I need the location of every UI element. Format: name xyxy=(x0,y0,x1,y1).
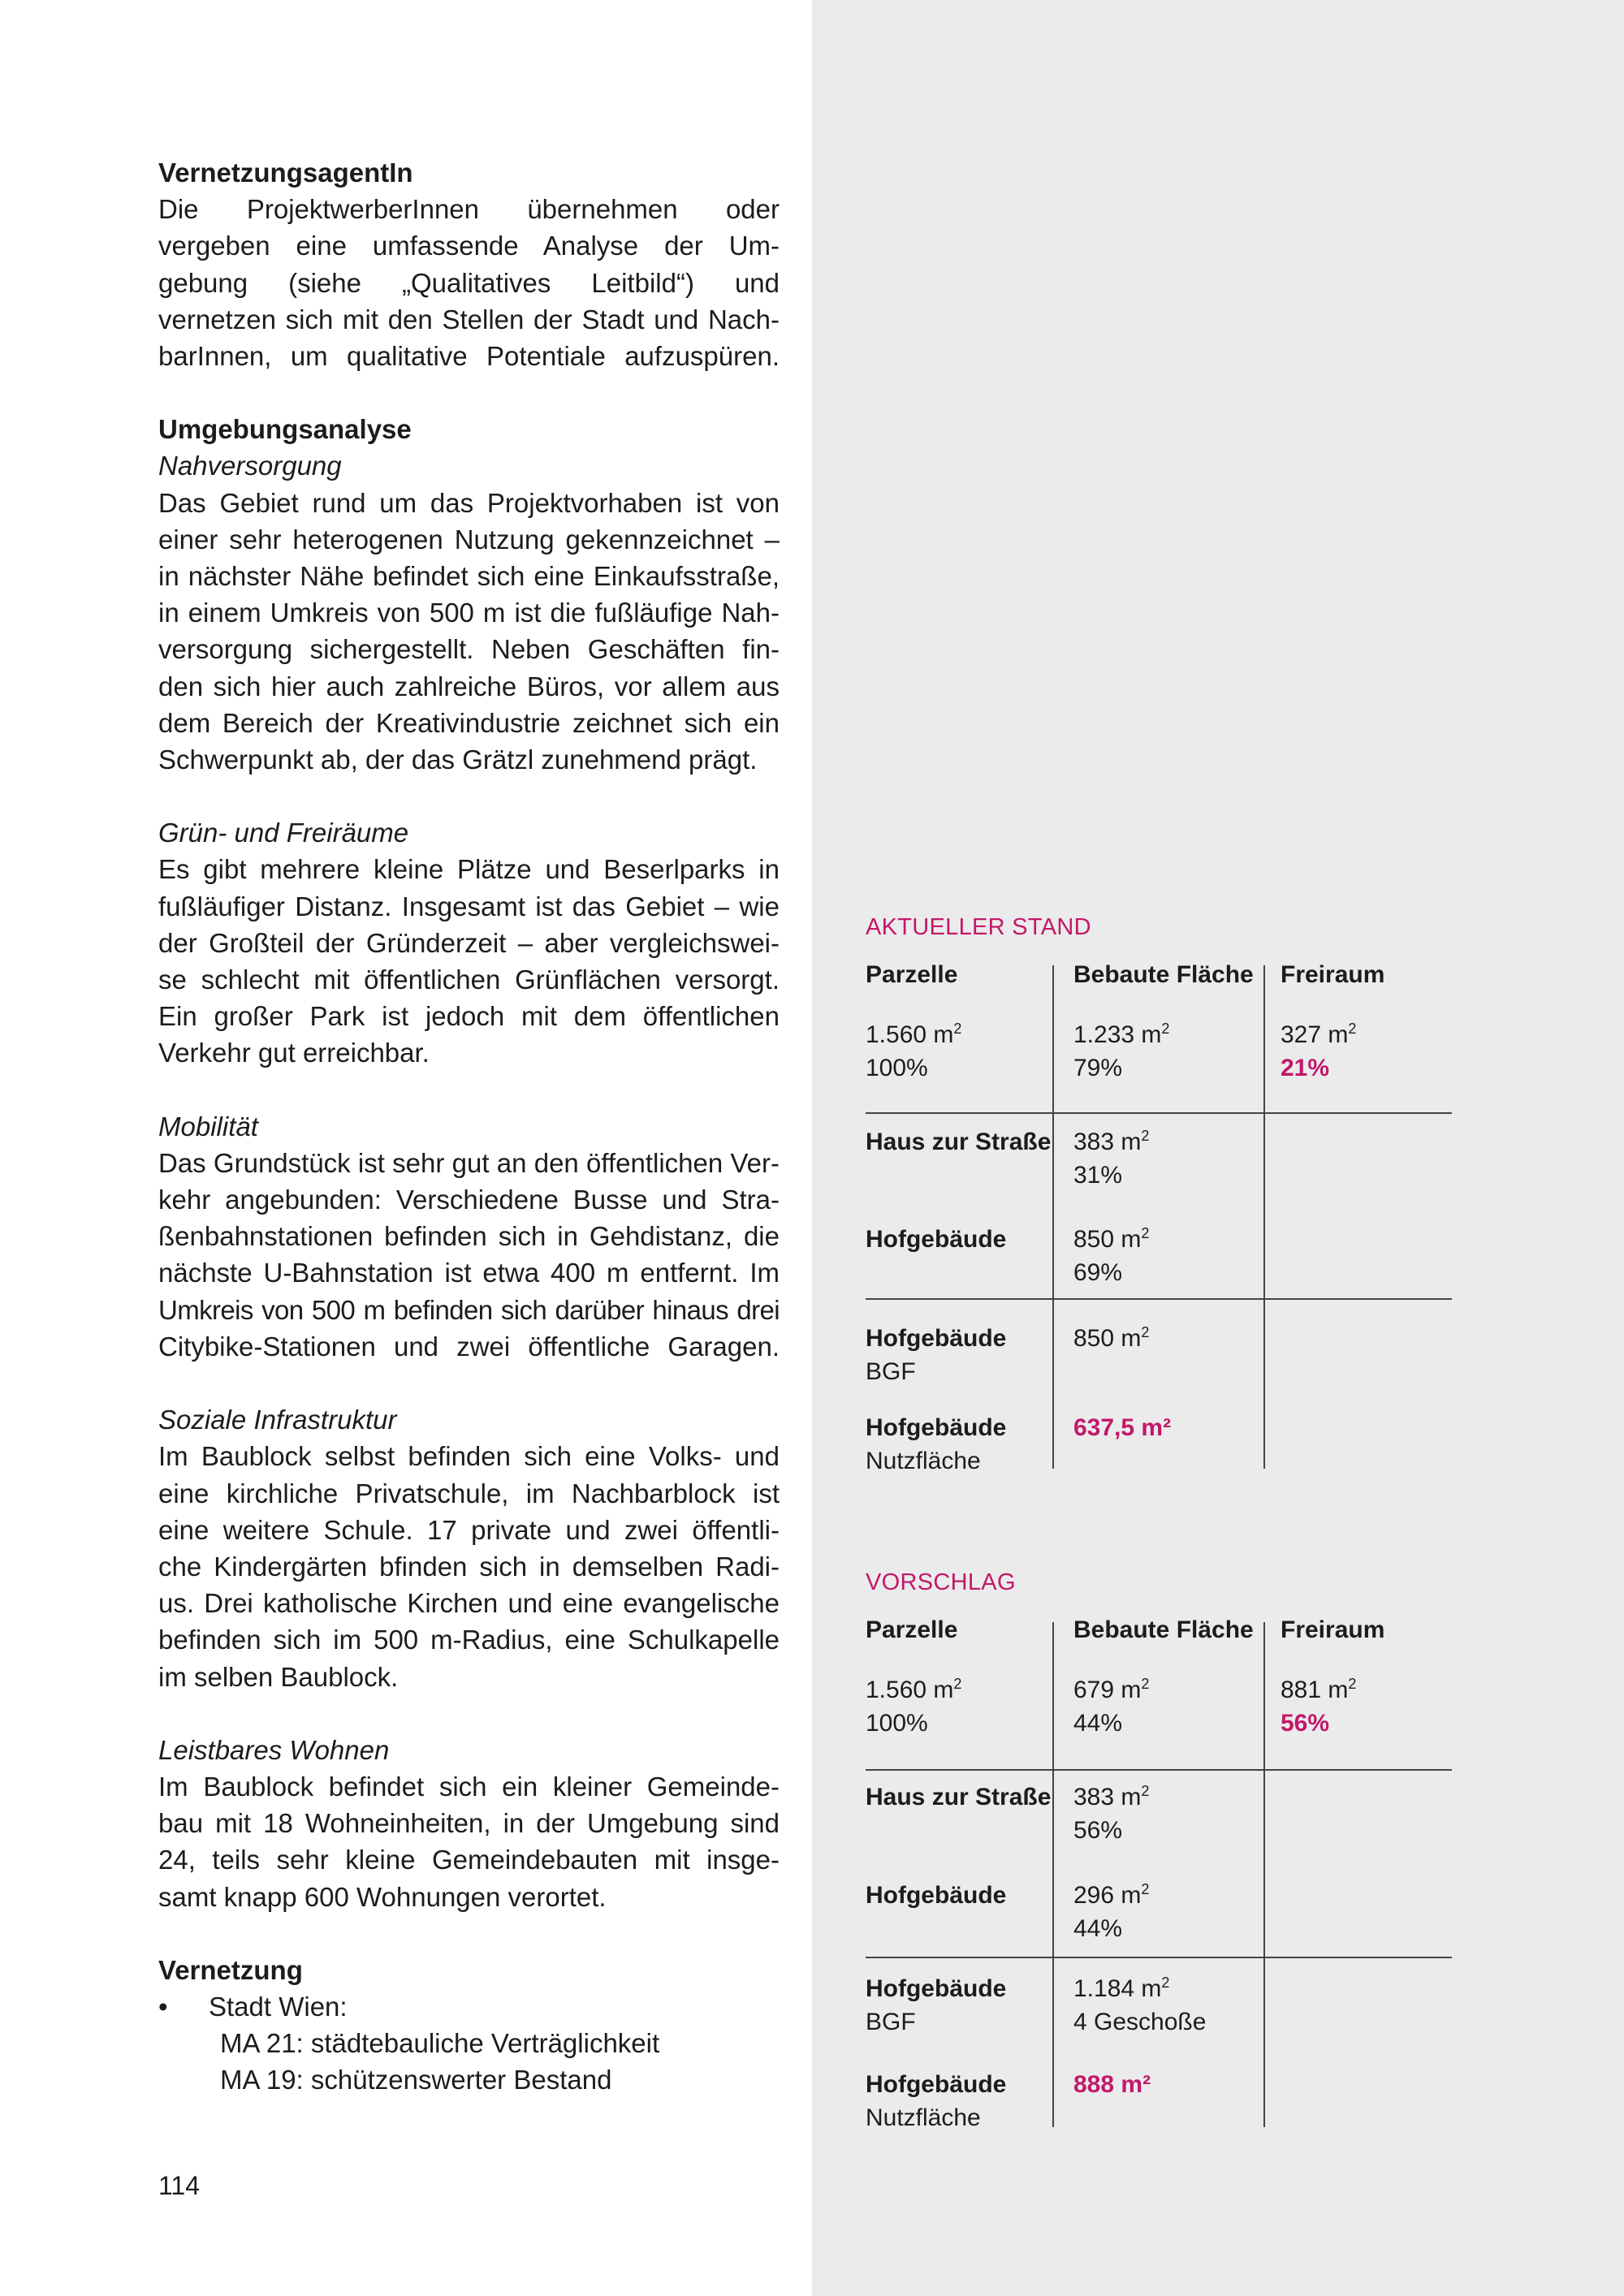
cell-haus-area: 383 $m^2$ xyxy=(1073,1783,1150,1810)
text-line: Im Baublock selbst befinden sich eine Volks- und xyxy=(158,1441,780,1472)
text-line: che Kindergärten bfinden sich in demselben Radi- xyxy=(158,1551,780,1582)
subheading-nahversorgung: Nahversorgung xyxy=(158,451,342,481)
text-line: us. Drei katholische Kirchen und eine evangelische xyxy=(158,1588,780,1619)
cell-bgf-extra: 4 Geschoße xyxy=(1073,2009,1207,2035)
text-line: barInnen, um qualitative Potentiale aufzuspüren. xyxy=(158,341,780,372)
text-line: dem Bereich der Kreativindustrie zeichnet sich ein xyxy=(158,707,780,738)
text-line: vergeben eine umfassende Analyse der Um- xyxy=(158,231,780,261)
bullet-icon: • xyxy=(158,1991,168,2022)
text-line: Im Baublock befindet sich ein kleiner Gemeinde- xyxy=(158,1771,780,1802)
cell-freiraum-area: 881 $m^2$ xyxy=(1281,1676,1357,1703)
text-line: den sich hier auch zahlreiche Büros, vor allem aus xyxy=(158,671,780,701)
subheading-gruen-freiraeume: Grün- und Freiräume xyxy=(158,818,409,848)
row-label-hofgebaeude-nutzflaeche: Hofgebäude xyxy=(866,2071,1007,2098)
subheading-mobilitaet: Mobilität xyxy=(158,1111,258,1142)
table-title: VORSCHLAG xyxy=(866,1569,1016,1595)
bullet-item xyxy=(158,1988,780,2025)
cell-hof-area: 850 $m^2$ xyxy=(1073,1225,1150,1253)
subheading-soziale-infrastruktur: Soziale Infrastruktur xyxy=(158,1405,397,1435)
row-label-hofgebaeude: Hofgebäude xyxy=(866,1882,1007,1909)
page-number: 114 xyxy=(158,2171,201,2200)
cell-nutzflaeche-area: 888 m² xyxy=(1073,2071,1151,2098)
text-line: Citybike-Stationen und zwei öffentliche Garagen. xyxy=(158,1331,780,1362)
row-divider xyxy=(866,1769,1452,1771)
row-label-hofgebaeude-bgf: Hofgebäude xyxy=(866,1325,1007,1352)
main-text-column xyxy=(158,154,780,2099)
cell-freiraum-percent: 56% xyxy=(1281,1710,1330,1737)
cell-hof-percent: 69% xyxy=(1073,1259,1123,1286)
cell-parzelle-area: 1.560 $m^2$ xyxy=(866,1021,962,1048)
section-heading-vernetzungsagentin: VernetzungsagentIn xyxy=(158,158,413,188)
row-sublabel-bgf: BGF xyxy=(866,1358,916,1385)
cell-hof-percent: 44% xyxy=(1073,1915,1123,1942)
text-line: samt knapp 600 Wohnungen verortet. xyxy=(158,1881,607,1912)
text-line: gebung (siehe „Qualitatives Leitbild“) und xyxy=(158,267,780,298)
row-label-haus-zur-strasse: Haus zur Straße xyxy=(866,1784,1052,1810)
cell-bebaut-percent: 44% xyxy=(1073,1710,1123,1737)
column-divider xyxy=(1263,965,1265,1469)
table-aktueller-stand xyxy=(866,908,1452,1476)
text-line: in nächster Nähe befindet sich eine Einkaufsstraße, xyxy=(158,561,780,592)
text-line: eine kirchliche Privatschule, im Nachbarblock ist xyxy=(158,1478,780,1508)
cell-freiraum-percent: 21% xyxy=(1281,1055,1330,1081)
text-line: versorgung sichergestellt. Neben Geschäften fin- xyxy=(158,634,780,665)
text-line: 24, teils sehr kleine Gemeindebauten mit insge- xyxy=(158,1845,780,1875)
text-line: der Großteil der Gründerzeit – aber vergleichswei- xyxy=(158,927,780,958)
text-line: im selben Baublock. xyxy=(158,1661,399,1692)
column-header-parzelle: Parzelle xyxy=(866,1616,958,1643)
text-line: kehr angebunden: Verschiedene Busse und Stra- xyxy=(158,1185,780,1215)
text-line: Umkreis von 500 m befinden sich darüber hinaus drei xyxy=(158,1294,780,1325)
text-line: Schwerpunkt ab, der das Grätzl zunehmend prägt. xyxy=(158,744,758,775)
text-line: Verkehr gut erreichbar. xyxy=(158,1038,430,1068)
column-divider xyxy=(1052,1622,1054,2127)
row-label-haus-zur-strasse: Haus zur Straße xyxy=(866,1129,1052,1155)
sub-item: MA 19: schützenswerter Bestand xyxy=(220,2065,612,2095)
cell-haus-percent: 56% xyxy=(1073,1817,1123,1844)
table-vorschlag xyxy=(866,1563,1452,2147)
cell-bebaut-area: 679 $m^2$ xyxy=(1073,1676,1150,1703)
cell-hof-area: 296 $m^2$ xyxy=(1073,1881,1150,1909)
text-line: Es gibt mehrere kleine Plätze und Beserlparks in xyxy=(158,854,780,885)
text-line: fußläufiger Distanz. Insgesamt ist das Gebiet – wie xyxy=(158,891,780,921)
text-line: in einem Umkreis von 500 m ist die fußläufige Nah- xyxy=(158,598,780,628)
cell-parzelle-percent: 100% xyxy=(866,1710,928,1737)
row-sublabel-nutzflaeche: Nutzfläche xyxy=(866,2104,981,2131)
row-label-hofgebaeude-bgf: Hofgebäude xyxy=(866,1975,1007,2002)
column-header-parzelle: Parzelle xyxy=(866,961,958,988)
cell-bebaut-area: 1.233 $m^2$ xyxy=(1073,1021,1170,1048)
subheading-leistbares-wohnen: Leistbares Wohnen xyxy=(158,1734,390,1765)
cell-bebaut-percent: 79% xyxy=(1073,1055,1123,1081)
section-heading-umgebungsanalyse: Umgebungsanalyse xyxy=(158,414,412,445)
column-divider xyxy=(1052,965,1054,1469)
row-divider xyxy=(866,1957,1452,1958)
text-line: vernetzen sich mit den Stellen der Stadt und Nach- xyxy=(158,304,780,334)
text-line: eine weitere Schule. 17 private und zwei öffentli- xyxy=(158,1514,780,1545)
section-heading-vernetzung: Vernetzung xyxy=(158,1954,303,1985)
row-sublabel-nutzflaeche: Nutzfläche xyxy=(866,1448,981,1474)
cell-haus-percent: 31% xyxy=(1073,1162,1123,1189)
column-header-bebaute-flaeche: Bebaute Fläche xyxy=(1073,961,1254,988)
cell-bgf-area: 1.184 $m^2$ xyxy=(1073,1974,1170,2002)
column-header-freiraum: Freiraum xyxy=(1281,1616,1385,1643)
cell-bgf-area: 850 $m^2$ xyxy=(1073,1324,1150,1352)
row-label-hofgebaeude-nutzflaeche: Hofgebäude xyxy=(866,1414,1007,1441)
column-divider xyxy=(1263,1622,1265,2127)
text-line: Die ProjektwerberInnen übernehmen oder xyxy=(158,194,780,225)
cell-parzelle-area: 1.560 $m^2$ xyxy=(866,1676,962,1703)
table-title: AKTUELLER STAND xyxy=(866,914,1091,940)
row-divider xyxy=(866,1298,1452,1300)
row-sublabel-bgf: BGF xyxy=(866,2009,916,2035)
cell-freiraum-area: 327 $m^2$ xyxy=(1281,1021,1357,1048)
cell-parzelle-percent: 100% xyxy=(866,1055,928,1081)
text-line: Das Gebiet rund um das Projektvorhaben ist von xyxy=(158,487,780,518)
text-line: se schlecht mit öffentlichen Grünflächen versorgt. xyxy=(158,965,780,995)
cell-haus-area: 383 $m^2$ xyxy=(1073,1128,1150,1155)
column-header-bebaute-flaeche: Bebaute Fläche xyxy=(1073,1616,1254,1643)
cell-nutzflaeche-area: 637,5 m² xyxy=(1073,1414,1172,1441)
column-header-freiraum: Freiraum xyxy=(1281,961,1385,988)
row-label-hofgebaeude: Hofgebäude xyxy=(866,1226,1007,1253)
text-line: befinden sich im 500 m-Radius, eine Schulkapelle xyxy=(158,1625,780,1655)
bullet-item-label: Stadt Wien: xyxy=(209,1991,348,2022)
sub-item: MA 21: städtebauliche Verträglichkeit xyxy=(220,2028,660,2059)
text-line: Das Grundstück ist sehr gut an den öffentlichen Ver- xyxy=(158,1147,780,1178)
text-line: einer sehr heterogenen Nutzung gekennzeichnet – xyxy=(158,524,780,555)
row-divider xyxy=(866,1112,1452,1114)
text-line: Ein großer Park ist jedoch mit dem öffentlichen xyxy=(158,1001,780,1032)
text-line: ßenbahnstationen befinden sich in Gehdistanz, die xyxy=(158,1221,780,1252)
text-line: bau mit 18 Wohneinheiten, in der Umgebung sind xyxy=(158,1808,780,1839)
text-line: nächste U-Bahnstation ist etwa 400 m entfernt. Im xyxy=(158,1258,780,1288)
